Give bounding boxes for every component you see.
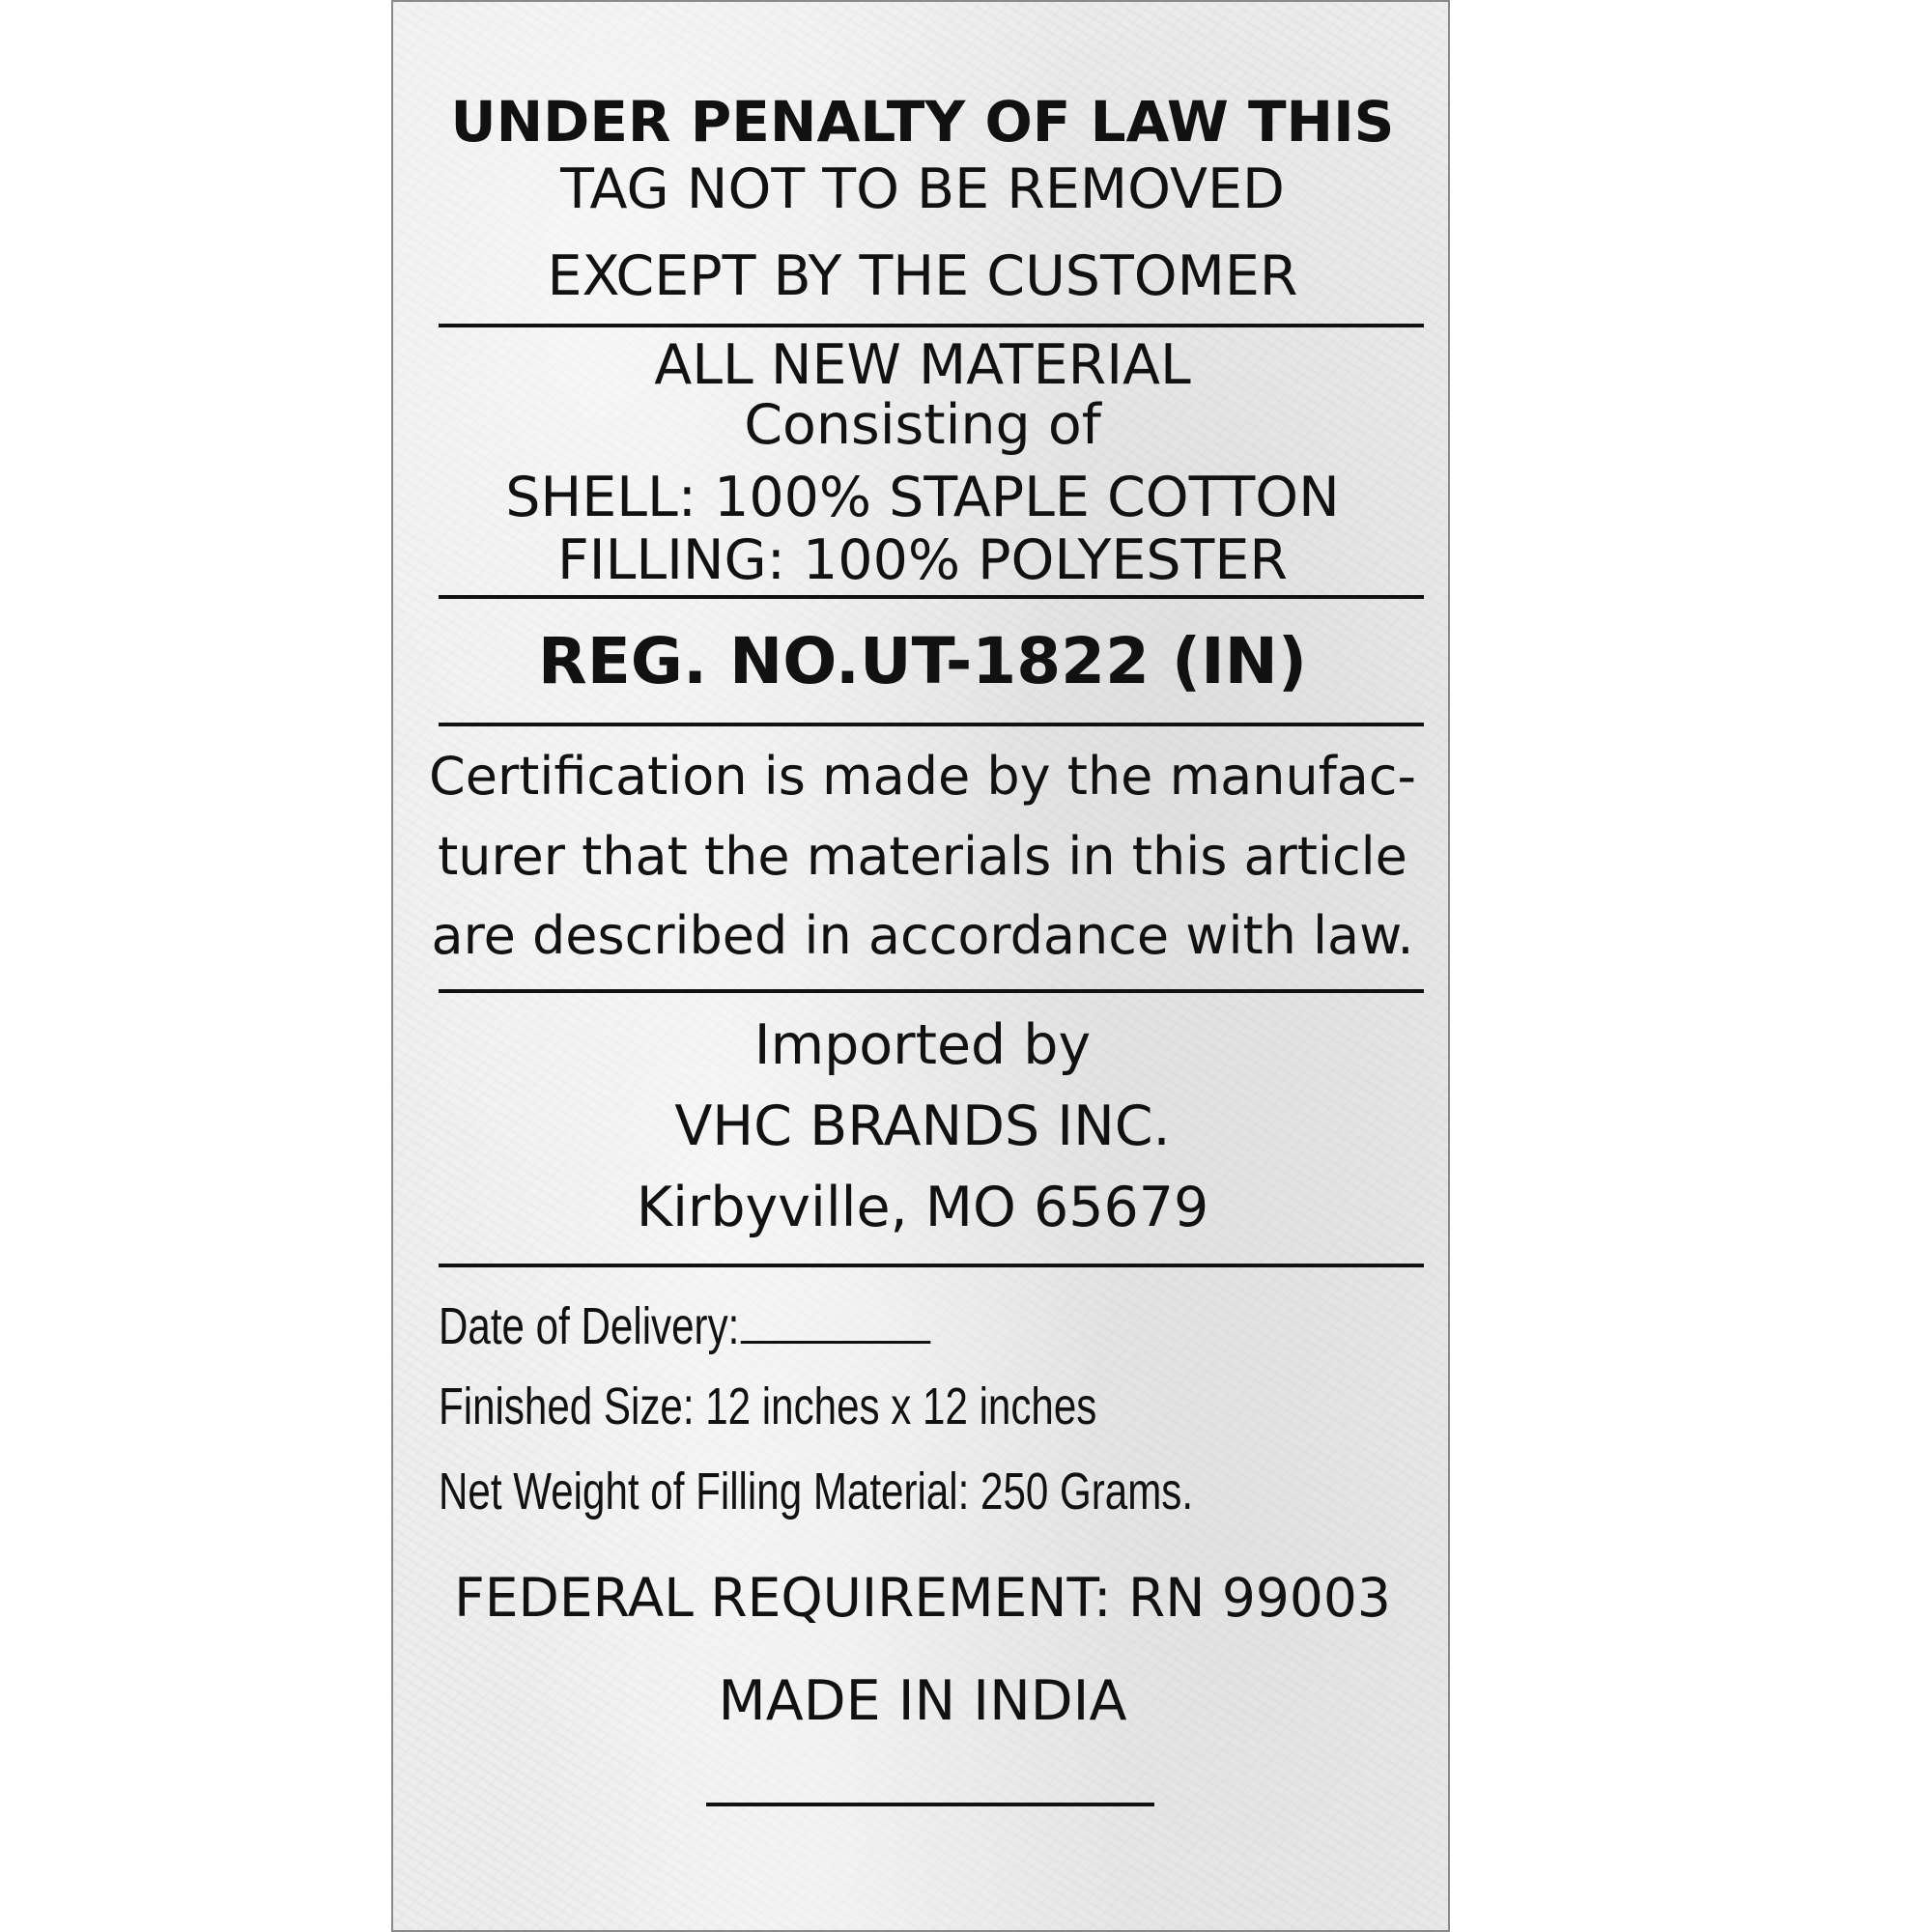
divider-4	[439, 989, 1424, 993]
material-line-1: ALL NEW MATERIAL	[654, 333, 1191, 397]
divider-2	[439, 595, 1424, 599]
divider-1	[439, 324, 1424, 327]
importer-address: Kirbyville, MO 65679	[636, 1176, 1209, 1239]
bottom-rule	[706, 1803, 1154, 1806]
law-tag	[391, 0, 1450, 1932]
divider-3	[439, 723, 1424, 726]
registration-number: REG. NO.UT-1822 (IN)	[537, 624, 1308, 698]
net-weight: Net Weight of Filling Material: 250 Grams.	[439, 1463, 1194, 1520]
delivery-date-blank	[741, 1298, 931, 1344]
warning-line-2: TAG NOT TO BE REMOVED	[560, 157, 1285, 221]
country-of-origin: MADE IN INDIA	[718, 1669, 1127, 1733]
warning-line-1: UNDER PENALTY OF LAW THIS	[450, 89, 1395, 155]
material-line-2: Consisting of	[744, 393, 1101, 457]
finished-size: Finished Size: 12 inches x 12 inches	[439, 1378, 1097, 1435]
importer-name: VHC BRANDS INC.	[674, 1094, 1171, 1158]
certification-line-3: are described in accordance with law.	[431, 905, 1414, 966]
delivery-date-field	[439, 1297, 930, 1355]
certification-line-1: Certification is made by the manufac-	[429, 746, 1416, 807]
warning-line-3: EXCEPT BY THE CUSTOMER	[547, 244, 1298, 308]
federal-requirement: FEDERAL REQUIREMENT: RN 99003	[454, 1567, 1391, 1629]
delivery-date-label: Date of Delivery:	[439, 1297, 740, 1355]
material-filling: FILLING: 100% POLYESTER	[556, 528, 1288, 592]
divider-5	[439, 1264, 1424, 1267]
material-shell: SHELL: 100% STAPLE COTTON	[505, 466, 1340, 529]
importer-label: Imported by	[753, 1013, 1092, 1077]
certification-line-2: turer that the materials in this article	[438, 826, 1407, 887]
